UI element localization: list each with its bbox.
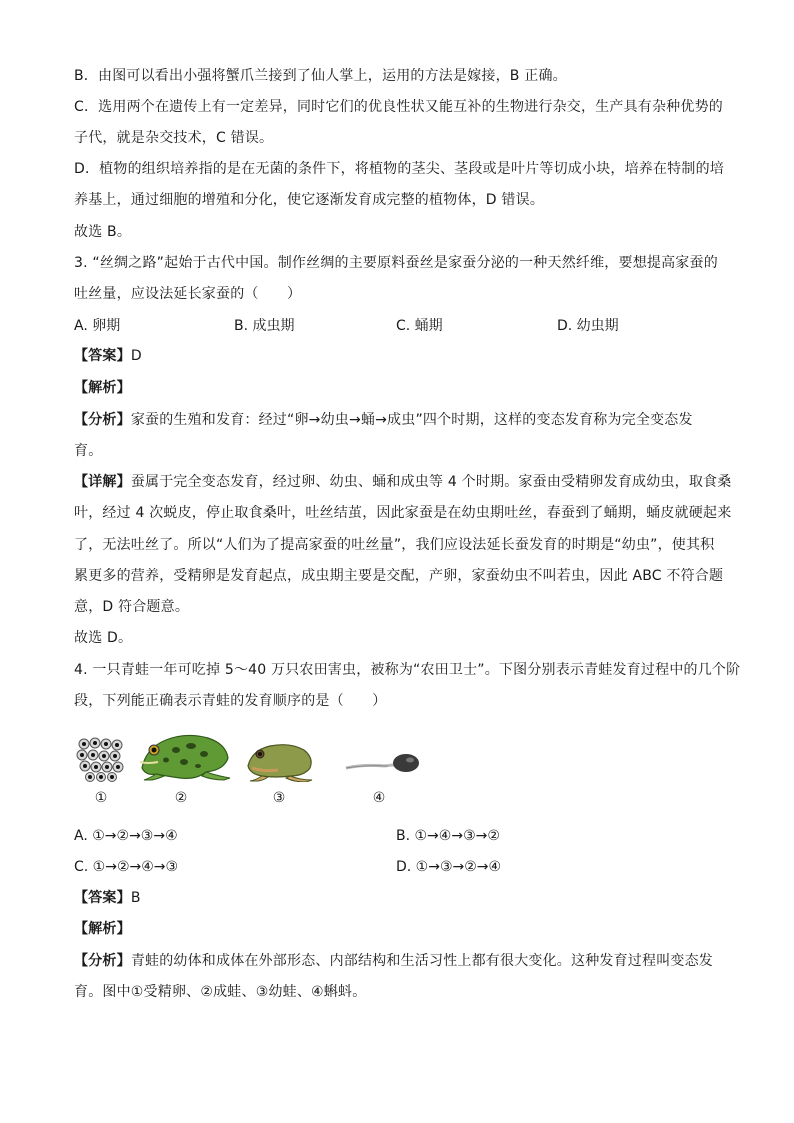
- text-line: C．选用两个在遗传上有一定差异，同时它们的优良性状又能互补的生物进行杂交，生产具有杂种优势的: [74, 99, 723, 115]
- text-line: 意，D 符合题意。: [74, 599, 190, 615]
- text-line: 故选 B。: [74, 224, 132, 240]
- young-frog-image: [244, 740, 316, 782]
- answer-tag: 【答案】: [74, 890, 131, 906]
- answer-tag: 【答案】: [74, 348, 131, 364]
- q3-option-d: D. 幼虫期: [557, 318, 619, 334]
- q4-option-a: A. ①→②→③→④: [74, 828, 178, 844]
- figure-label-2: ②: [174, 790, 188, 806]
- text-line: 了，无法吐丝了。所以“人们为了提高家蚕的吐丝量”，我们应设法延长蚕发育的时期是“幼虫”，使其积: [74, 537, 715, 553]
- figure-label-3: ③: [272, 790, 286, 806]
- fenxi-text: 家蚕的生殖和发育：经过“卵→幼虫→蛹→成虫”四个时期，这样的变态发育称为完全变态发: [130, 412, 693, 428]
- q4-option-b: B. ①→④→③→②: [396, 828, 500, 844]
- analysis-tag: 【解析】: [74, 380, 131, 396]
- q3-xiangjie: [74, 472, 732, 492]
- fenxi-text: 青蛙的幼体和成体在外部形态、内部结构和生活习性上都有很大变化。这种发育过程叫变态发: [130, 953, 714, 969]
- text-line: 育。图中①受精卵、②成蛙、③幼蛙、④蝌蚪。: [74, 984, 367, 1000]
- adult-frog-image: [136, 728, 232, 782]
- q4-answer: [74, 888, 724, 908]
- text-line: B．由图可以看出小强将蟹爪兰接到了仙人掌上，运用的方法是嫁接，B 正确。: [74, 68, 567, 84]
- question-3-stem: 吐丝量，应设法延长家蚕的（ ）: [74, 286, 302, 302]
- q3-answer: [74, 346, 724, 366]
- question-4-stem: 段，下列能正确表示青蛙的发育顺序的是（ ）: [74, 693, 387, 709]
- text-line: 累更多的营养，受精卵是发育起点，成虫期主要是交配，产卵，家蚕幼虫不叫若虫，因此 ABC 不符合题: [74, 568, 724, 584]
- q4-analysis-heading: [74, 919, 724, 939]
- text-line: D．植物的组织培养指的是在无菌的条件下，将植物的茎尖、茎段或是叶片等切成小块，培养在特制的培: [74, 161, 724, 177]
- fenxi-tag: 【分析】: [74, 412, 131, 428]
- q3-fenxi: [74, 410, 724, 430]
- analysis-tag: 【解析】: [74, 921, 131, 937]
- frog-eggs-image: [76, 736, 128, 782]
- figure-label-4: ④: [372, 790, 386, 806]
- q3-option-c: C. 蛹期: [396, 318, 443, 334]
- q3-option-a: A. 卵期: [74, 318, 121, 334]
- question-4-stem: 4. 一只青蛙一年可吃掉 5～40 万只农田害虫，被称为“农田卫士”。下图分别表示青蛙发育过程中的几个阶: [74, 662, 741, 678]
- answer-value: D: [130, 348, 142, 364]
- q3-option-b: B. 成虫期: [234, 318, 295, 334]
- text-line: 养基上，通过细胞的增殖和分化，使它逐渐发育成完整的植物体，D 错误。: [74, 192, 545, 208]
- q3-choice: 故选 D。: [74, 630, 133, 646]
- question-3-stem: 3. “丝绸之路”起始于古代中国。制作丝绸的主要原料蚕丝是家蚕分泌的一种天然纤维，要想提高家蚕的: [74, 255, 718, 271]
- q4-fenxi: [74, 951, 724, 971]
- fenxi-tag: 【分析】: [74, 953, 131, 969]
- q4-option-c: C. ①→②→④→③: [74, 859, 179, 875]
- text-line: 育。: [74, 443, 103, 459]
- q4-option-d: D. ①→③→②→④: [396, 859, 502, 875]
- answer-value: B: [130, 890, 141, 906]
- text-line: 子代，就是杂交技术，C 错误。: [74, 130, 274, 146]
- q3-analysis-heading: [74, 378, 724, 398]
- figure-label-1: ①: [94, 790, 108, 806]
- xiangjie-text: 蚕属于完全变态发育，经过卵、幼虫、蛹和成虫等 4 个时期。家蚕由受精卵发育成幼虫，取食桑: [130, 474, 732, 490]
- xiangjie-tag: 【详解】: [74, 474, 131, 490]
- text-line: 叶，经过 4 次蜕皮，停止取食桑叶，吐丝结茧，因此家蚕是在幼虫期吐丝，春蚕到了蛹期，蛹皮就硬起来: [74, 505, 732, 521]
- tadpole-image: [344, 752, 420, 776]
